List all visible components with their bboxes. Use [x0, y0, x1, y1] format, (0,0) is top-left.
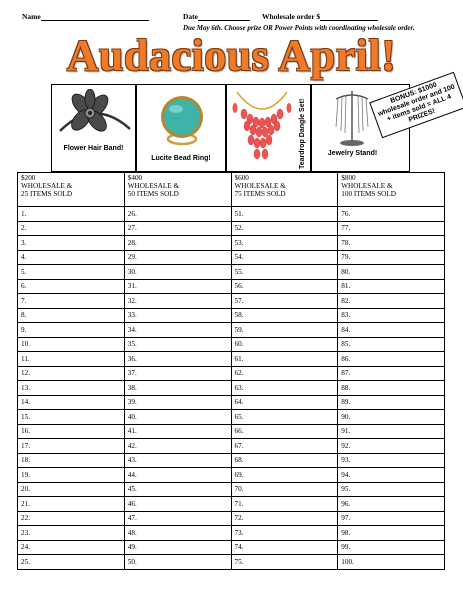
entry-cell[interactable]: 71.	[231, 497, 338, 512]
tier-header-line3: 25 ITEMS SOLD	[21, 190, 73, 198]
tier-header-amount: $800	[341, 174, 356, 182]
entry-cell[interactable]: 20.	[18, 482, 125, 497]
entry-cell[interactable]: 13.	[18, 381, 125, 396]
entry-cell[interactable]: 54.	[231, 250, 338, 265]
entry-cell[interactable]: 67.	[231, 439, 338, 454]
prize-label: Teardrop Dangle Set!	[299, 98, 306, 169]
entry-cell[interactable]: 32.	[124, 294, 231, 309]
entry-cell[interactable]: 46.	[124, 497, 231, 512]
entry-cell[interactable]: 25.	[18, 555, 125, 570]
entry-cell[interactable]: 70.	[231, 482, 338, 497]
date-label: Date	[183, 12, 198, 21]
date-line[interactable]	[198, 13, 250, 21]
entry-cell[interactable]: 8.	[18, 308, 125, 323]
entry-cell[interactable]: 44.	[124, 468, 231, 483]
entry-cell[interactable]: 92.	[338, 439, 445, 454]
prize-label: Flower Hair Band!	[63, 145, 124, 152]
table-row	[18, 221, 445, 236]
tier-header	[338, 173, 445, 207]
entry-cell[interactable]: 11.	[18, 352, 125, 367]
tier-header-line2: WHOLESALE &	[21, 182, 73, 190]
entry-cell[interactable]: 27.	[124, 221, 231, 236]
entry-cell[interactable]: 39.	[124, 395, 231, 410]
tier-header-line3: 50 ITEMS SOLD	[127, 190, 179, 198]
entry-cell[interactable]: 96.	[338, 497, 445, 512]
entry-cell[interactable]: 26.	[124, 207, 231, 222]
table-row	[18, 410, 445, 425]
due-note: Due May 6th. Choose prize OR Power Points with coordinating wholesale order.	[183, 24, 415, 32]
tier-header-line3: 100 ITEMS SOLD	[341, 190, 396, 198]
entry-cell[interactable]: 57.	[231, 294, 338, 309]
entry-cell[interactable]: 15.	[18, 410, 125, 425]
entry-cell[interactable]: 68.	[231, 453, 338, 468]
entry-cell[interactable]: 60.	[231, 337, 338, 352]
entry-cell[interactable]: 85.	[338, 337, 445, 352]
entry-cell[interactable]: 84.	[338, 323, 445, 338]
entry-cell[interactable]: 100.	[338, 555, 445, 570]
prize-flower-hairband	[51, 84, 136, 172]
entry-cell[interactable]: 79.	[338, 250, 445, 265]
prize-lucite-ring	[136, 84, 226, 172]
entry-cell[interactable]: 43.	[124, 453, 231, 468]
entry-cell[interactable]: 42.	[124, 439, 231, 454]
entry-cell[interactable]: 16.	[18, 424, 125, 439]
entry-cell[interactable]: 28.	[124, 236, 231, 251]
entry-cell[interactable]: 95.	[338, 482, 445, 497]
entry-cell[interactable]: 24.	[18, 540, 125, 555]
tier-header-line2: WHOLESALE &	[341, 182, 393, 190]
entry-cell[interactable]: 31.	[124, 279, 231, 294]
entry-cell[interactable]: 99.	[338, 540, 445, 555]
entry-cell[interactable]: 33.	[124, 308, 231, 323]
entry-cell[interactable]: 41.	[124, 424, 231, 439]
tier-header	[124, 173, 231, 207]
table-row	[18, 323, 445, 338]
jewelry-stand-icon	[322, 87, 382, 149]
table-row	[18, 236, 445, 251]
prize-teardrop-set	[226, 84, 311, 172]
entry-cell[interactable]: 62.	[231, 366, 338, 381]
table-row	[18, 294, 445, 309]
entry-cell[interactable]: 29.	[124, 250, 231, 265]
entry-cell[interactable]: 75.	[231, 555, 338, 570]
entry-cell[interactable]: 78.	[338, 236, 445, 251]
wholesale-field[interactable]	[262, 12, 378, 21]
entry-cell[interactable]: 66.	[231, 424, 338, 439]
entry-cell[interactable]: 87.	[338, 366, 445, 381]
entry-cell[interactable]: 55.	[231, 265, 338, 280]
entry-cell[interactable]: 36.	[124, 352, 231, 367]
entry-cell[interactable]: 17.	[18, 439, 125, 454]
entry-cell[interactable]: 2.	[18, 221, 125, 236]
turquoise-ring-icon	[137, 89, 227, 149]
table-row	[18, 511, 445, 526]
entry-cell[interactable]: 69.	[231, 468, 338, 483]
table-row	[18, 308, 445, 323]
entry-cell[interactable]: 5.	[18, 265, 125, 280]
entry-cell[interactable]: 89.	[338, 395, 445, 410]
entry-cell[interactable]: 98.	[338, 526, 445, 541]
entry-cell[interactable]: 72.	[231, 511, 338, 526]
entry-cell[interactable]: 3.	[18, 236, 125, 251]
entry-cell[interactable]: 59.	[231, 323, 338, 338]
table-row	[18, 540, 445, 555]
entry-cell[interactable]: 48.	[124, 526, 231, 541]
entry-cell[interactable]: 88.	[338, 381, 445, 396]
bonus-note: BONUS: $1000 wholesale order and 100 + items sold = ALL 4 PRIZES!	[369, 72, 463, 138]
entry-cell[interactable]: 64.	[231, 395, 338, 410]
entry-cell[interactable]: 94.	[338, 468, 445, 483]
sales-grid	[17, 172, 445, 570]
name-label: Name	[22, 12, 41, 21]
entry-cell[interactable]: 52.	[231, 221, 338, 236]
entry-cell[interactable]: 73.	[231, 526, 338, 541]
table-row	[18, 279, 445, 294]
date-field[interactable]	[183, 12, 250, 21]
entry-cell[interactable]: 83.	[338, 308, 445, 323]
table-row	[18, 482, 445, 497]
tier-header-line3: 75 ITEMS SOLD	[234, 190, 286, 198]
table-row	[18, 352, 445, 367]
table-row	[18, 424, 445, 439]
entry-cell[interactable]: 77.	[338, 221, 445, 236]
entry-cell[interactable]: 4.	[18, 250, 125, 265]
entry-cell[interactable]: 18.	[18, 453, 125, 468]
tier-header-line2: WHOLESALE &	[234, 182, 286, 190]
entry-cell[interactable]: 14.	[18, 395, 125, 410]
entry-cell[interactable]: 35.	[124, 337, 231, 352]
entry-cell[interactable]: 49.	[124, 540, 231, 555]
table-row	[18, 555, 445, 570]
prize-label: Lucite Bead Ring!	[151, 155, 211, 162]
tier-header-line2: WHOLESALE &	[127, 182, 180, 190]
entry-cell[interactable]: 51.	[231, 207, 338, 222]
entry-cell[interactable]: 12.	[18, 366, 125, 381]
table-row	[18, 468, 445, 483]
entry-cell[interactable]: 7.	[18, 294, 125, 309]
entry-cell[interactable]: 37.	[124, 366, 231, 381]
name-line[interactable]	[41, 13, 149, 21]
table-row	[18, 395, 445, 410]
wholesale-line[interactable]	[320, 13, 378, 21]
table-row	[18, 439, 445, 454]
entry-cell[interactable]: 86.	[338, 352, 445, 367]
entry-cell[interactable]: 40.	[124, 410, 231, 425]
entry-cell[interactable]: 1.	[18, 207, 125, 222]
table-row	[18, 453, 445, 468]
entry-cell[interactable]: 10.	[18, 337, 125, 352]
entry-cell[interactable]: 34.	[124, 323, 231, 338]
table-row	[18, 207, 445, 222]
entry-cell[interactable]: 45.	[124, 482, 231, 497]
wholesale-label: Wholesale order $	[262, 12, 321, 21]
entry-cell[interactable]: 38.	[124, 381, 231, 396]
prize-label: Jewelry Stand!	[327, 150, 378, 157]
tier-header-amount: $600	[234, 174, 249, 182]
table-row	[18, 497, 445, 512]
entry-cell[interactable]: 58.	[231, 308, 338, 323]
table-row	[18, 381, 445, 396]
tier-header	[231, 173, 338, 207]
tier-header-row	[18, 173, 445, 207]
entry-cell[interactable]: 23.	[18, 526, 125, 541]
name-field[interactable]	[22, 12, 149, 21]
entry-cell[interactable]: 19.	[18, 468, 125, 483]
entry-cell[interactable]: 63.	[231, 381, 338, 396]
tier-header-amount: $200	[21, 174, 36, 182]
tier-header	[18, 173, 125, 207]
entry-cell[interactable]: 30.	[124, 265, 231, 280]
entry-cell[interactable]: 9.	[18, 323, 125, 338]
entry-cell[interactable]: 50.	[124, 555, 231, 570]
entry-cell[interactable]: 97.	[338, 511, 445, 526]
table-row	[18, 250, 445, 265]
entry-cell[interactable]: 76.	[338, 207, 445, 222]
entry-cell[interactable]: 81.	[338, 279, 445, 294]
entry-cell[interactable]: 93.	[338, 453, 445, 468]
entry-cell[interactable]: 53.	[231, 236, 338, 251]
entry-cell[interactable]: 47.	[124, 511, 231, 526]
entry-cell[interactable]: 6.	[18, 279, 125, 294]
entry-cell[interactable]: 90.	[338, 410, 445, 425]
table-row	[18, 265, 445, 280]
entry-cell[interactable]: 21.	[18, 497, 125, 512]
table-row	[18, 526, 445, 541]
tier-header-amount: $400	[127, 174, 143, 182]
table-row	[18, 366, 445, 381]
entry-cell[interactable]: 74.	[231, 540, 338, 555]
flower-hairband-icon	[52, 89, 137, 149]
entry-cell[interactable]: 22.	[18, 511, 125, 526]
entry-cell[interactable]: 65.	[231, 410, 338, 425]
entry-cell[interactable]: 91.	[338, 424, 445, 439]
coral-necklace-icon	[227, 86, 297, 172]
page-title: Audacious April!	[66, 31, 397, 80]
entry-cell[interactable]: 82.	[338, 294, 445, 309]
entry-cell[interactable]: 61.	[231, 352, 338, 367]
table-row	[18, 337, 445, 352]
entry-cell[interactable]: 56.	[231, 279, 338, 294]
entry-cell[interactable]: 80.	[338, 265, 445, 280]
